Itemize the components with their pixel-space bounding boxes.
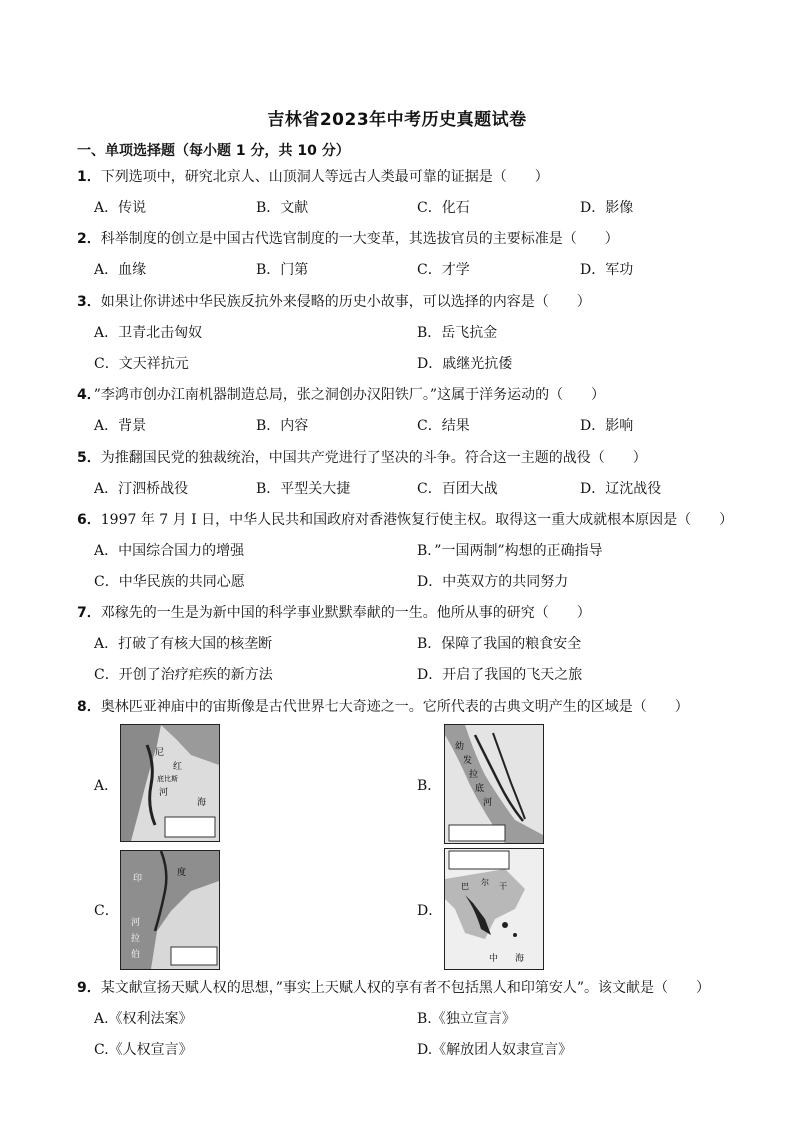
option-b[interactable]: B．门第 (256, 262, 309, 278)
option-d[interactable]: D．辽沈战役 (580, 481, 662, 497)
map-label: 度 (177, 868, 187, 878)
option-a[interactable]: A．中国综合国力的增强 (94, 543, 245, 559)
option-d[interactable]: D．军功 (580, 262, 634, 278)
question-text: 科举制度的创立是中国古代选官制度的一大变革，其选拔官员的主要标准是（ ） (100, 231, 619, 247)
option-a[interactable]: A．卫青北击匈奴 (94, 325, 203, 341)
option-a[interactable]: A．汀泗桥战役 (94, 481, 189, 497)
option-a[interactable]: A． (94, 778, 119, 794)
option-c[interactable]: C．化石 (417, 200, 470, 216)
question-number: 5． (77, 450, 101, 466)
question-5 (77, 447, 647, 467)
map-greece[interactable] (444, 848, 544, 970)
question-number: 4． (77, 387, 94, 403)
question-number: 8． (77, 699, 101, 715)
map-label: 中 (489, 954, 499, 964)
option-a[interactable]: A．传说 (94, 200, 147, 216)
option-c[interactable]: C．开创了治疗疟疾的新方法 (94, 667, 273, 683)
question-8 (77, 696, 689, 716)
question-number: 2． (77, 231, 101, 247)
question-4 (77, 384, 605, 404)
question-7 (77, 602, 591, 622)
map-label: 河 (131, 918, 141, 928)
question-text: 奥林匹亚神庙中的宙斯像是古代世界七大奇迹之一。它所代表的古典文明产生的区域是（ ） (100, 699, 689, 715)
option-d[interactable]: D．影像 (580, 200, 634, 216)
question-1 (77, 166, 549, 186)
map-label: 干 (499, 882, 507, 891)
option-d[interactable]: D．戚继光抗倭 (417, 356, 513, 372)
map-label: 底比斯 (157, 775, 178, 783)
question-3 (77, 291, 591, 311)
question-number: 6． (77, 512, 101, 528)
question-text: 为推翻国民党的独裁统治，中国共产党进行了坚决的斗争。符合这一主题的战役（ ） (100, 450, 647, 466)
option-c[interactable]: C．文天祥抗元 (94, 356, 189, 372)
option-b[interactable]: B．岳飞抗金 (417, 325, 498, 341)
option-d[interactable]: D． (417, 903, 443, 919)
option-c[interactable]: C．结果 (417, 418, 470, 434)
option-d[interactable]: D．影响 (580, 418, 634, 434)
option-a[interactable]: A．血缘 (94, 262, 147, 278)
question-number: 3． (77, 294, 101, 310)
map-label: 发 (463, 756, 473, 766)
option-b[interactable]: B．文献 (256, 200, 309, 216)
map-label: 巴 (461, 882, 469, 891)
mesopotamia-map-image (445, 725, 543, 843)
map-egypt[interactable] (120, 724, 220, 842)
question-text: 下列选项中，研究北京人、山顶洞人等远古人类最可靠的证据是（ ） (100, 169, 549, 185)
option-d[interactable]: D．中英双方的共同努力 (417, 574, 569, 590)
option-b[interactable]: B．平型关大捷 (256, 481, 351, 497)
option-b[interactable]: B．保障了我国的粮食安全 (417, 636, 582, 652)
map-label: 拉 (131, 934, 141, 944)
question-text: 1997 年 7 月 I 日，中华人民共和国政府对香港恢复行使主权。取得这一重大成就根本原因是（ ） (100, 512, 734, 528)
egypt-map-image (121, 725, 219, 841)
question-9 (77, 977, 710, 997)
option-c[interactable]: C． (94, 903, 119, 919)
map-label: 海 (515, 954, 525, 964)
option-c[interactable]: C．才学 (417, 262, 470, 278)
option-b[interactable]: B． (417, 778, 442, 794)
map-india[interactable] (120, 850, 220, 970)
option-a[interactable]: A.《权利法案》 (94, 1011, 193, 1027)
question-text: ”李鸿市创办江南机器制造总局，张之洞创办汉阳铁厂。”这属于洋务运动的（ ） (93, 387, 606, 403)
question-text: 某文献宣扬天赋人权的思想，”事实上天赋人权的享有者不包括黑人和印第安人”。该文献是（ ） (100, 980, 711, 996)
map-label: 河 (483, 798, 493, 808)
question-6 (77, 509, 733, 529)
map-mesopotamia[interactable] (444, 724, 544, 844)
map-label: 底 (475, 784, 485, 794)
option-c[interactable]: C．百团大战 (417, 481, 498, 497)
option-c[interactable]: C.《人权宣言》 (94, 1042, 193, 1058)
map-label: 尼 (155, 748, 165, 758)
option-b[interactable]: B．内容 (256, 418, 309, 434)
option-c[interactable]: C．中华民族的共同心愿 (94, 574, 245, 590)
map-label: 印 (133, 874, 143, 884)
option-d[interactable]: D.《解放团人奴隶宣言》 (417, 1042, 573, 1058)
question-text: 邓稼先的一生是为新中国的科学事业默默奉献的一生。他所从事的研究（ ） (100, 605, 591, 621)
map-label: 海 (197, 798, 207, 808)
map-label: 红 (173, 762, 183, 772)
option-a[interactable]: A．打破了有核大国的核垄断 (94, 636, 273, 652)
option-b[interactable]: B．”一国两制”构想的正确指导 (417, 543, 603, 559)
option-b[interactable]: B.《独立宣言》 (417, 1011, 516, 1027)
map-label: 拉 (469, 770, 479, 780)
option-a[interactable]: A．背景 (94, 418, 147, 434)
map-label: 河 (159, 788, 169, 798)
question-number: 1． (77, 169, 101, 185)
question-2 (77, 228, 619, 248)
greece-map-image (445, 849, 543, 969)
section-heading: 一、单项选择题（每小题 1 分，共 10 分） (77, 143, 350, 159)
map-label: 幼 (455, 742, 465, 752)
map-label: 尔 (481, 878, 489, 887)
india-map-image (121, 851, 219, 969)
page-title: 吉林省2023年中考历史真题试卷 (267, 110, 527, 130)
question-number: 9． (77, 980, 101, 996)
option-d[interactable]: D．开启了我国的飞天之旅 (417, 667, 583, 683)
question-number: 7． (77, 605, 101, 621)
map-label: 伯 (131, 950, 141, 960)
question-text: 如果让你讲述中华民族反抗外来侵略的历史小故事，可以选择的内容是（ ） (100, 294, 591, 310)
